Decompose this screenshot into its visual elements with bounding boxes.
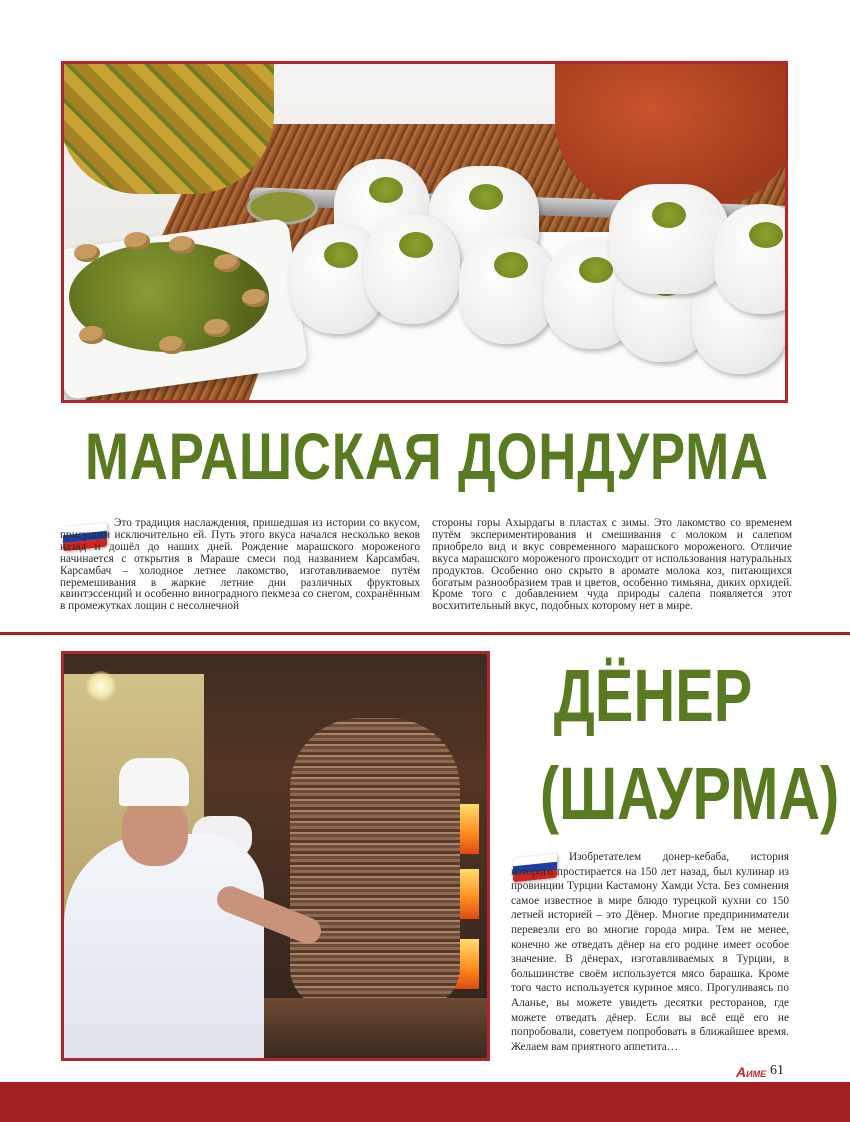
logo-letter: A [736, 1064, 747, 1080]
dondurma-photo [61, 61, 788, 403]
article1-title: МАРАШСКАЯ ДОНДУРМА [85, 419, 769, 493]
article1-column2 [432, 518, 792, 613]
article1-column1-text: Это традиция наслаждения, пришедшая из истории со вкусом, присущим исключительно ей. Путь этого вкуса начался несколько веков назад и дошёл до наших дней. Рождение марашского мороженого начинается с открытия в Мараше смеси под названием Карсамбач. Карсамбач – холодное летнее лакомство, изготавливаемое путём перемешивания в жаркие летние дни различных фруктовых квинтэссенций и особенно виноградного пекмеза со снегом, сохранённым в промежутках лощин с несолнечной [60, 517, 420, 613]
article2-title-line1: ДЁНЕР [553, 654, 753, 737]
article2-title-line2: (ШАУРМА) [539, 752, 840, 835]
logo-text: ИМЕ [746, 1069, 767, 1079]
doner-photo [61, 651, 490, 1061]
article1-column1 [60, 518, 420, 613]
article2-body-text: Изобретателем донер-кебаба, история которого простирается на 150 лет назад, был кулинар из провинции Турции Кастамону Хамди Уста. Без сомнения самое известное в мире блюдо турецкой кухни со 150 летней историей – это Дёнер. Многие предприниматели перевезли его во многие города мира. Тем не менее, конечно же отведать дёнер на его родине имеет особое значение. В дёнерах, изготавливаемых в Турции, в большинстве своём используется мясо барашка. Кроме того часто используется куриное мясо. Прогуливаясь по Аланье, вы можете увидеть десятки ресторанов, где можете отведать дёнер. Если вы всё ещё его не попробовали, советуем попробовать в ближайшее время. Желаем вам приятного аппетита… [511, 851, 789, 1053]
article1-column2-text: стороны горы Ахырдагы в пластах с зимы. Это лакомство со временем путём экспериментирования и смешивания с молоком и салепом приобрело вид и вкус современного марашского мороженого. Отличие вкуса марашского мороженого происходит от использования натуральных продуктов. Особенно оно скрыто в аромате молока коз, питающихся богатым разнообразием трав и цветов, особенно тимьяна, диких орхидей. Кроме того с добавлением чуда природы салепа появляется этот восхитительный вкус, подобных которому нет в мире. [432, 517, 792, 613]
page-number: 61 [770, 1063, 784, 1078]
footer-bar [0, 1082, 850, 1122]
magazine-logo [736, 1064, 766, 1080]
section-divider [0, 632, 850, 635]
article2-body [511, 850, 789, 1054]
